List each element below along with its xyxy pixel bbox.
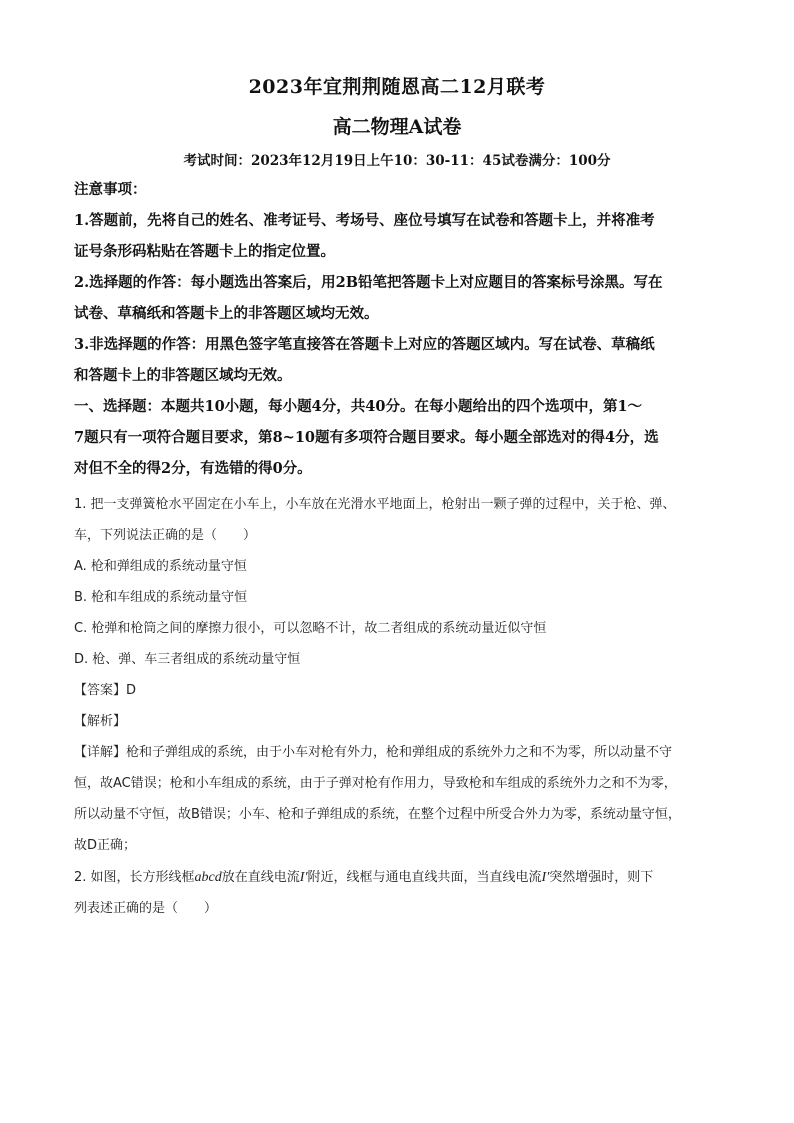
q1-detail-line-3: 所以动量不守恒，故B错误；小车、枪和子弹组成的系统，在整个过程中所受合外力为零，系统动量守恒， [74, 807, 681, 822]
section-1-line-3: 对但不全的得2分，有选错的得0分。 [74, 460, 312, 477]
notice-heading: 注意事项： [74, 181, 147, 198]
q1-detail-line-2: 恒，故AC错误；枪和小车组成的系统，由于子弹对枪有作用力，导致枪和车组成的系统外力之和不为零， [74, 776, 677, 791]
q2-stem-line-1 [74, 862, 724, 893]
question-2 [74, 862, 724, 924]
q1-option-d: D. 枪、弹、车三者组成的系统动量守恒 [74, 652, 301, 667]
q1-answer: 【答案】D [74, 683, 137, 698]
q1-option-a: A. 枪和弹组成的系统动量守恒 [74, 559, 247, 574]
q1-analysis-heading: 【解析】 [74, 714, 127, 729]
question-1 [74, 489, 724, 861]
q1-option-b: B. 枪和车组成的系统动量守恒 [74, 590, 248, 605]
q2-var-abcd: abcd [194, 870, 222, 885]
exam-info: 考试时间：2023年12月19日上午10：30-11：45试卷满分：100分 [183, 153, 611, 169]
q2-var-current-1: I′ [299, 870, 308, 885]
section-1-line-2: 7题只有一项符合题目要求，第8~10题有多项符合题目要求。每小题全部选对的得4分，选 [74, 429, 659, 446]
exam-subtitle: 高二物理A试卷 [332, 116, 462, 138]
q1-stem-line-1: 1. 把一支弹簧枪水平固定在小车上，小车放在光滑水平地面上，枪射出一颗子弹的过程中，关于枪、弹、 [74, 497, 676, 512]
notice-item-2-line-1: 2.选择题的作答：每小题选出答案后，用2B铅笔把答题卡上对应题目的答案标号涂黑。写在 [74, 274, 663, 291]
q2-text-part-4: 突然增强时，则下 [549, 870, 654, 885]
q2-var-current-2: I′ [541, 870, 550, 885]
notice-item-1-line-2: 证号条形码粘贴在答题卡上的指定位置。 [74, 243, 335, 260]
notice-item-1-line-1: 1.答题前，先将自己的姓名、准考证号、考场号、座位号填写在试卷和答题卡上，并将准考 [74, 212, 655, 229]
q1-stem-line-2: 车，下列说法正确的是（ ） [74, 528, 257, 543]
section-1-line-1: 一、选择题：本题共10小题，每小题4分，共40分。在每小题给出的四个选项中，第1～ [74, 398, 643, 415]
q1-detail-line-1: 【详解】枪和子弹组成的系统，由于小车对枪有外力，枪和弹组成的系统外力之和不为零，所以动量不守 [74, 745, 673, 760]
q2-text-part-1: 2. 如图，长方形线框 [74, 870, 195, 885]
q2-text-part-3: 附近，线框与通电直线共面，当直线电流 [307, 870, 542, 885]
q1-detail-line-4: 故D正确； [74, 838, 137, 853]
notice-item-3-line-1: 3.非选择题的作答：用黑色签字笔直接答在答题卡上对应的答题区域内。写在试卷、草稿纸 [74, 336, 655, 353]
notice-section [74, 174, 724, 484]
q2-text-part-2: 放在直线电流 [221, 870, 300, 885]
q1-option-c: C. 枪弹和枪筒之间的摩擦力很小，可以忽略不计，故二者组成的系统动量近似守恒 [74, 621, 547, 636]
notice-item-2-line-2: 试卷、草稿纸和答题卡上的非答题区域均无效。 [74, 305, 379, 322]
notice-item-3-line-2: 和答题卡上的非答题区域均无效。 [74, 367, 292, 384]
exam-title: 2023年宜荆荆随恩高二12月联考 [248, 76, 546, 98]
q2-stem-line-2: 列表述正确的是（ ） [74, 901, 218, 916]
